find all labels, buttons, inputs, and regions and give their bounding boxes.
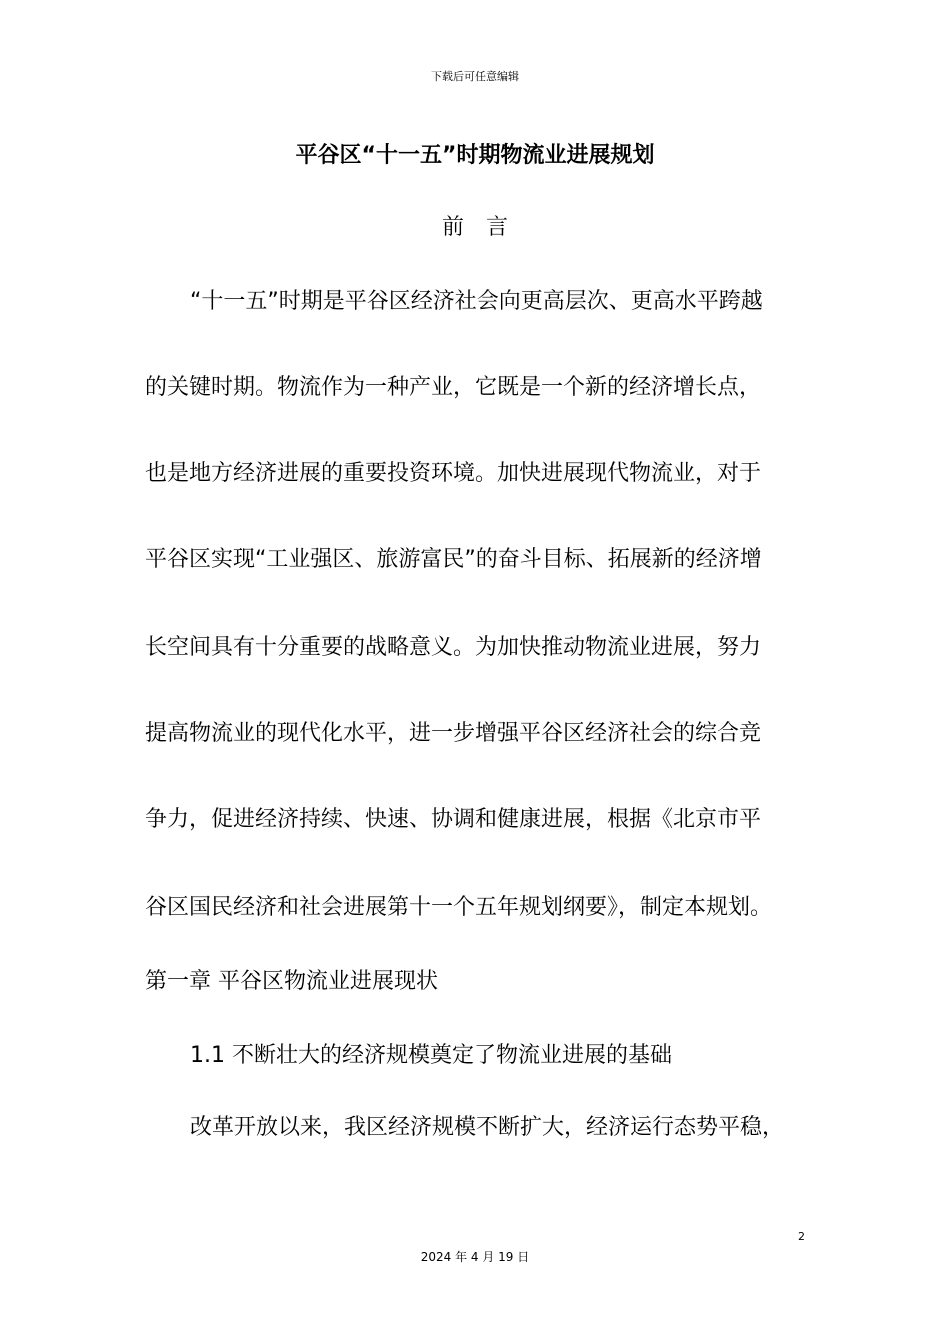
section-heading: 1.1 不断壮大的经济规模奠定了物流业进展的基础 (190, 1043, 672, 1068)
preface-heading: 前 言 (441, 215, 508, 240)
preface-line-2: 的关键时期。物流作为一种产业，它既是一个新的经济增长点， (145, 375, 762, 400)
preface-line-3: 也是地方经济进展的重要投资环境。加快进展现代物流业，对于 (145, 461, 762, 486)
header-note: 下载后可任意编辑 (431, 70, 519, 83)
preface-line-1: “十一五”时期是平谷区经济社会向更高层次、更高水平跨越 (190, 289, 763, 314)
preface-line-6: 提高物流业的现代化水平，进一步增强平谷区经济社会的综合竞 (145, 721, 762, 746)
section-paragraph-line-1: 改革开放以来，我区经济规模不断扩大，经济运行态势平稳， (190, 1115, 785, 1140)
preface-line-7: 争力，促进经济持续、快速、协调和健康进展，根据《北京市平 (145, 807, 762, 832)
preface-line-4: 平谷区实现“工业强区、旅游富民”的奋斗目标、拓展新的经济增 (145, 547, 762, 572)
preface-line-5: 长空间具有十分重要的战略意义。为加快推动物流业进展，努力 (145, 635, 762, 660)
chapter-heading: 第一章 平谷区物流业进展现状 (145, 969, 438, 994)
page-number: 2 (798, 1230, 805, 1243)
document-title: 平谷区“十一五”时期物流业进展规划 (295, 143, 655, 168)
footer-date: 2024 年 4 月 19 日 (420, 1250, 530, 1264)
preface-line-8: 谷区国民经济和社会进展第十一个五年规划纲要》，制定本规划。 (145, 895, 773, 920)
